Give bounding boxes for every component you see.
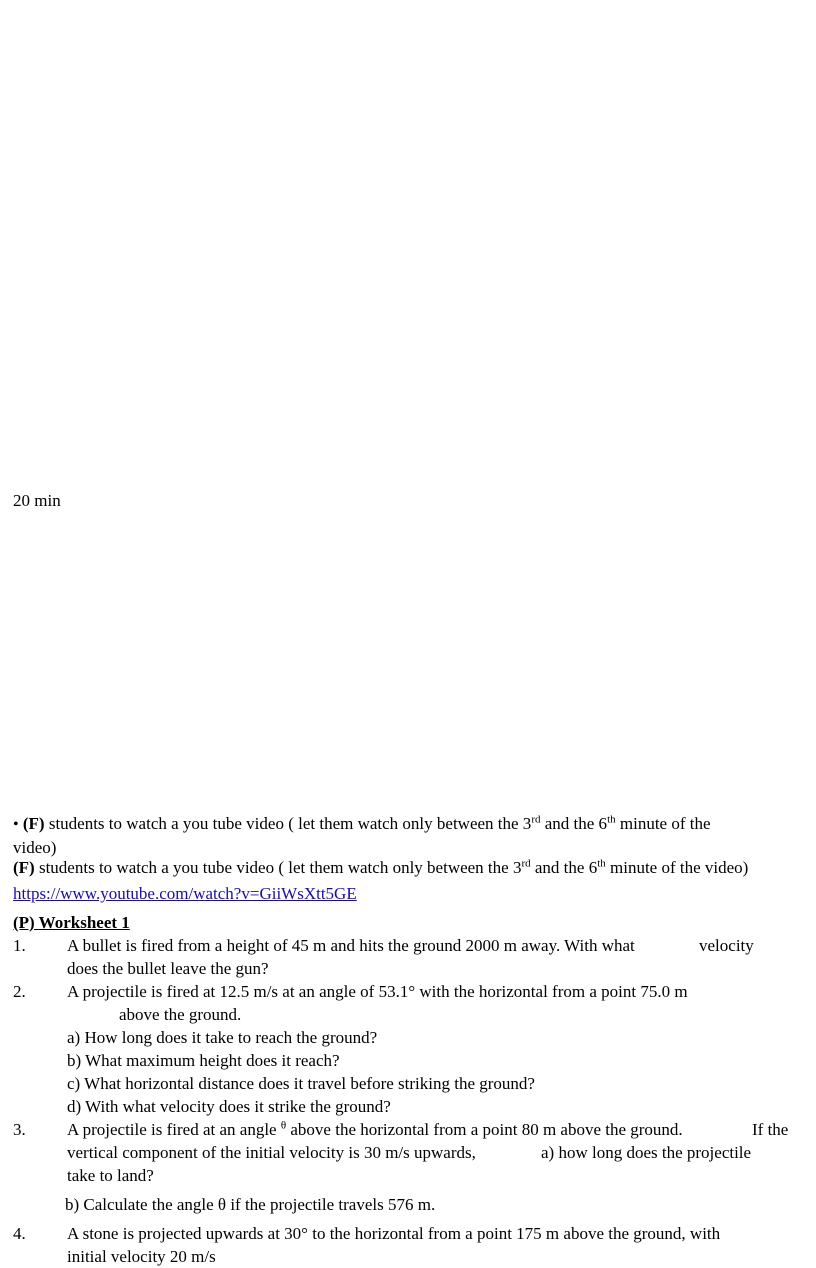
question-2-number: 2. [13,982,26,1001]
question-2-part-a: a) How long does it take to reach the ground? [67,1028,378,1047]
question-4-line-1: A stone is projected upwards at 30° to the horizontal from a point 175 m above the ground, with [67,1224,721,1243]
question-1-line-1-end: velocity [699,936,754,955]
question-3-line-3: take to land? [67,1166,154,1185]
duration-label: 20 min [13,491,61,510]
activity-tag-2: (F) [13,858,35,877]
question-3-part-a: a) how long does the projectile [541,1143,752,1162]
activity-text-c-2: minute of the video) [610,858,749,877]
activity-plain-line [13,856,813,879]
activity-sup-th: th [607,813,616,826]
question-3-line-1 [67,1118,683,1141]
activity-sup-rd: rd [531,813,541,826]
activity-text-c-cont: video) [13,838,57,857]
question-2-part-d: d) With what velocity does it strike the ground? [67,1097,391,1116]
activity-tag: (F) [22,814,45,833]
question-3-line-1-b: above the horizontal from a point 80 m above the ground. [290,1120,683,1139]
question-1-line-1: A bullet is fired from a height of 45 m and hits the ground 2000 m away. With what [67,936,635,955]
activity-sup-th-2: th [597,857,606,870]
theta-symbol: θ [280,1119,287,1132]
question-3-line-1-a: A projectile is fired at an angle [67,1120,277,1139]
question-2-part-b: b) What maximum height does it reach? [67,1051,340,1070]
question-4-line-2: initial velocity 20 m/s [67,1247,216,1266]
bullet-icon: • [13,816,19,833]
question-3-line-2: vertical component of the initial velocity is 30 m/s upwards, [67,1143,476,1162]
activity-text-a: students to watch a you tube video ( let them watch only between the 3 [48,814,532,833]
question-3-part-b: b) Calculate the angle θ if the projectile travels 576 m. [65,1195,436,1214]
question-1-number: 1. [13,936,26,955]
question-1-line-2: does the bullet leave the gun? [67,959,269,978]
activity-text-a-2: students to watch a you tube video ( let them watch only between the 3 [38,858,522,877]
worksheet-title: (P) Worksheet 1 [13,913,130,932]
question-4-number: 4. [13,1224,26,1243]
activity-bullet-item [13,812,773,859]
question-2-line-1: A projectile is fired at 12.5 m/s at an angle of 53.1° with the horizontal from a point 75.0 m [67,982,688,1001]
question-2-part-c: c) What horizontal distance does it travel before striking the ground? [67,1074,535,1093]
youtube-video-link[interactable]: https://www.youtube.com/watch?v=GiiWsXtt5GE [13,884,357,903]
question-3-line-1-end: If the [752,1120,789,1139]
question-3-number: 3. [13,1120,26,1139]
activity-text-b: and the 6 [544,814,608,833]
activity-text-c: minute of the [619,814,711,833]
activity-text-b-2: and the 6 [534,858,598,877]
question-2-line-2: above the ground. [119,1005,242,1024]
activity-sup-rd-2: rd [521,857,531,870]
